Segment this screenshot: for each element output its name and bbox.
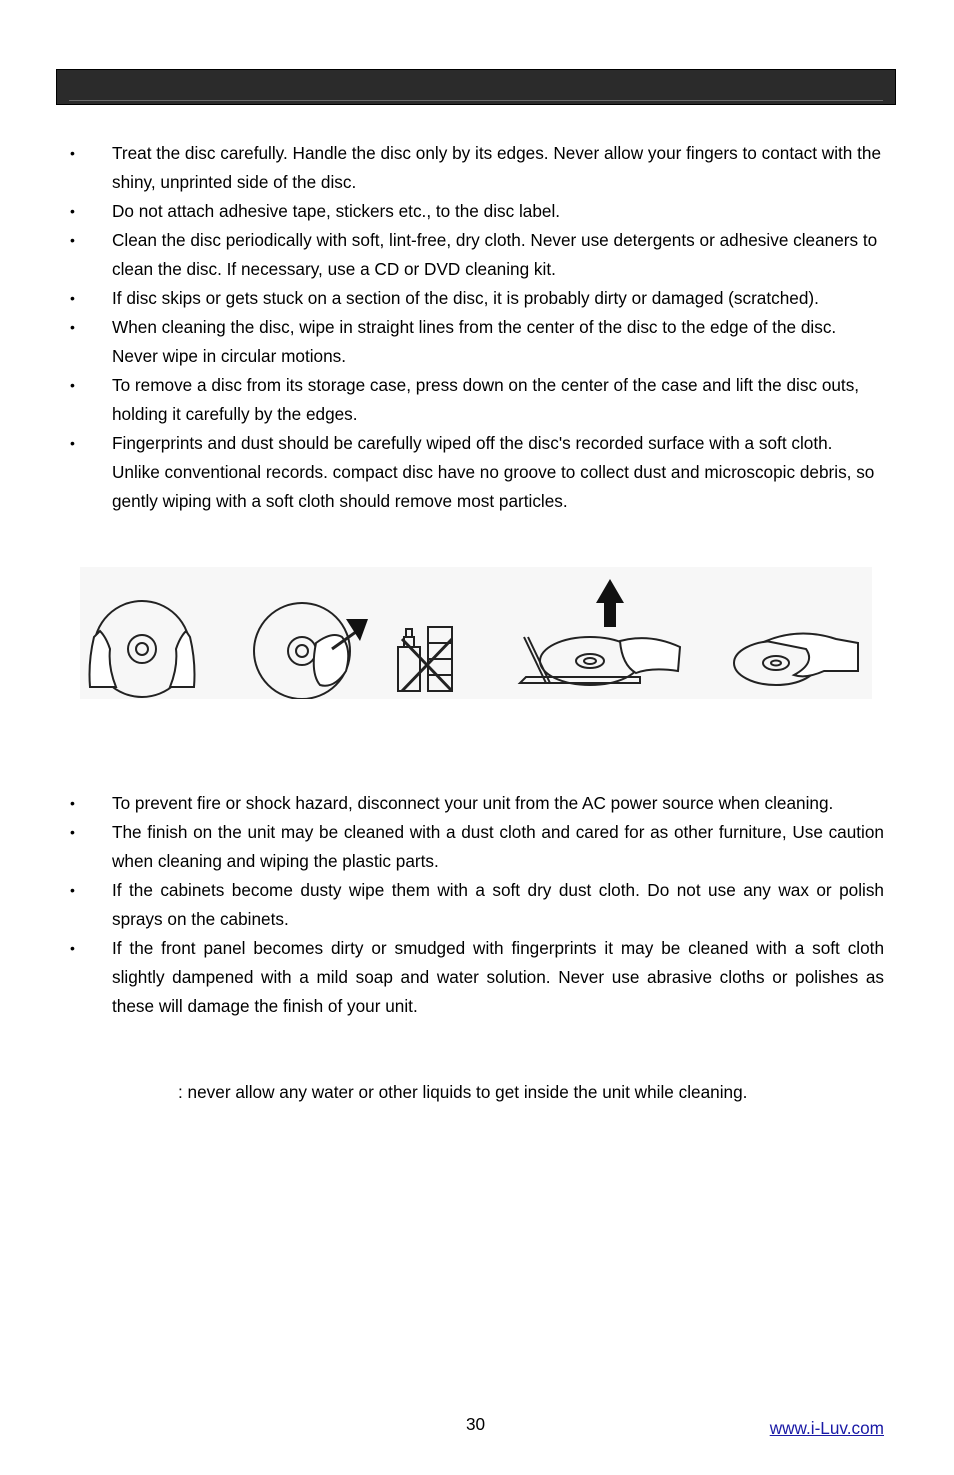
- list-item: • When cleaning the disc, wipe in straight lines from the center of the disc to the edge of the disc. Never wipe in circular motions.: [0, 313, 884, 371]
- warning-note: : never allow any water or other liquids to get inside the unit while cleaning.: [178, 1082, 748, 1102]
- list-item: • If disc skips or gets stuck on a section of the disc, it is probably dirty or damaged (scratched).: [0, 284, 884, 313]
- bullet-icon: •: [70, 435, 75, 451]
- bullet-icon: •: [70, 940, 75, 956]
- no-cleaning-spray-icon: [398, 627, 452, 691]
- list-item: • Do not attach adhesive tape, stickers etc., to the disc label.: [0, 197, 884, 226]
- bullet-icon: •: [70, 145, 75, 161]
- bullet-icon: •: [70, 232, 75, 248]
- disc-care-list: [0, 139, 954, 516]
- list-item: • If the cabinets become dusty wipe them with a soft dry dust cloth. Do not use any wax or polish sprays on the cabinets.: [0, 876, 884, 934]
- bullet-icon: •: [70, 377, 75, 393]
- list-item: • Treat the disc carefully. Handle the disc only by its edges. Never allow your fingers to contact with the shiny, unprinted side of the disc.: [0, 139, 884, 197]
- list-item: • To remove a disc from its storage case, press down on the center of the case and lift the disc outs, holding it carefully by the edges.: [0, 371, 884, 429]
- list-item: • If the front panel becomes dirty or smudged with fingerprints it may be cleaned with a soft cloth slightly dampened with a mild soap and water solution. Never use abrasive cloths or polishes as these will damage the finish of your unit.: [0, 934, 884, 1021]
- disc-held-flat-icon: [734, 633, 858, 685]
- list-item: • Fingerprints and dust should be carefully wiped off the disc's recorded surface with a soft cloth. Unlike conventional records. compact disc have no groove to collect dust and microscopic debris, so gently wiping with a soft cloth should remove most particles.: [0, 429, 884, 516]
- bullet-icon: •: [70, 203, 75, 219]
- section-header-bar: [56, 69, 896, 105]
- disc-handling-illustration: [80, 567, 872, 699]
- website-link[interactable]: www.i-Luv.com: [769, 1418, 884, 1438]
- bullet-icon: •: [70, 795, 75, 811]
- list-item: • The finish on the unit may be cleaned with a dust cloth and cared for as other furniture, Use caution when cleaning and wiping the plastic parts.: [0, 818, 884, 876]
- disc-held-by-edges-icon: [90, 601, 195, 697]
- disc-lift-from-case-icon: [520, 579, 680, 685]
- header-underline: [69, 100, 883, 101]
- list-item: • Clean the disc periodically with soft, lint-free, dry cloth. Never use detergents or adhesive cleaners to clean the disc. If necessary, use a CD or DVD cleaning kit.: [0, 226, 884, 284]
- disc-wipe-outward-icon: [254, 603, 368, 699]
- bullet-icon: •: [70, 290, 75, 306]
- bullet-icon: •: [70, 882, 75, 898]
- bullet-icon: •: [70, 319, 75, 335]
- page-number: 30: [466, 1414, 486, 1434]
- list-item: • To prevent fire or shock hazard, disconnect your unit from the AC power source when cleaning.: [0, 789, 884, 818]
- cabinet-care-list: [0, 789, 954, 1021]
- bullet-icon: •: [70, 824, 75, 840]
